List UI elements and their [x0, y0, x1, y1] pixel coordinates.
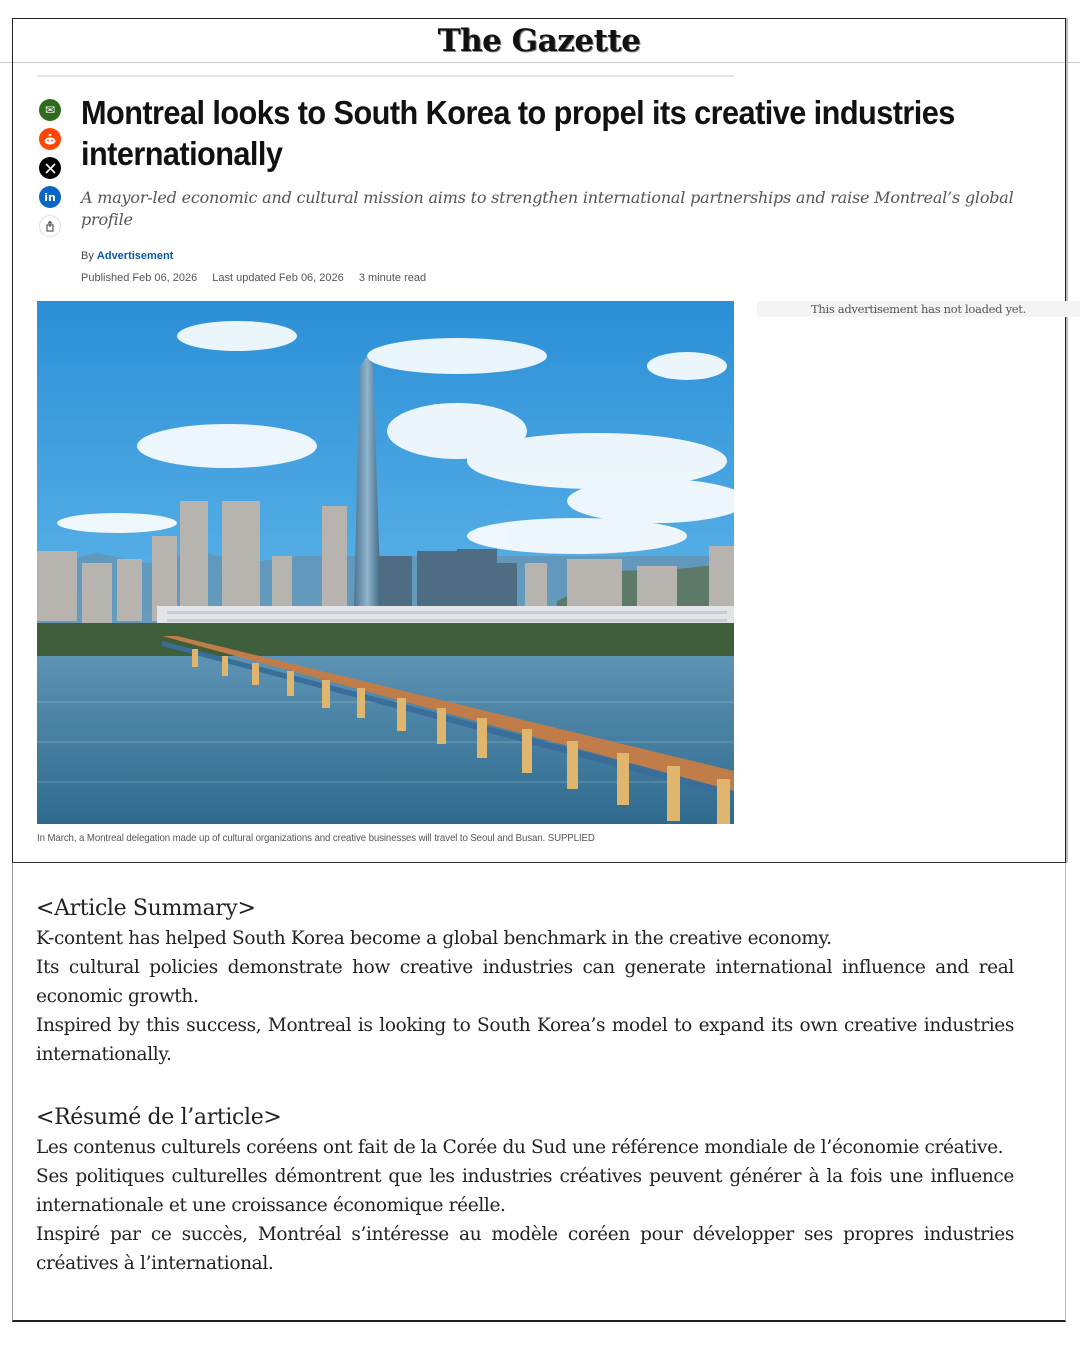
share-rail — [39, 99, 63, 244]
share-reddit-button[interactable] — [39, 128, 61, 150]
summary-english — [36, 894, 1014, 1069]
summary-heading-fr: <Résumé de l’article> — [36, 1105, 282, 1130]
read-time: 3 minute read — [358, 272, 427, 284]
hero-image — [37, 301, 734, 824]
article-subhead: A mayor-led economic and cultural mission aims to strengthen international partnerships and raise Montreal’s global profile — [81, 188, 1014, 229]
share-x-button[interactable] — [39, 157, 61, 179]
share-more-button[interactable] — [39, 215, 61, 237]
share-email-button[interactable] — [39, 99, 61, 121]
published-date: Published Feb 06, 2026 — [81, 272, 198, 284]
frame-edge — [1066, 18, 1068, 863]
summary-french — [36, 1103, 1014, 1278]
linkedin-icon: in — [44, 190, 56, 204]
ad-placeholder: This advertisement has not loaded yet. — [757, 301, 1080, 317]
byline — [81, 250, 173, 262]
share-linkedin-button[interactable] — [39, 186, 61, 208]
updated-date: Last updated Feb 06, 2026 — [212, 272, 344, 284]
summary-paragraph: Inspiré par ce succès, Montréal s’intéresse au modèle coréen pour développer ses propres industries créatives à l’international. — [36, 1224, 1014, 1274]
reddit-icon — [43, 133, 57, 145]
site-logo[interactable]: The Gazette — [437, 23, 641, 59]
summary-paragraph: Ses politiques culturelles démontrent que les industries créatives peuvent générer à la fois une influence internationale et une croissance économique réelle. — [36, 1166, 1014, 1216]
article-headline: Montreal looks to South Korea to propel its creative industries internationally — [81, 94, 955, 172]
author-link[interactable]: Advertisement — [96, 250, 174, 262]
article-meta — [81, 272, 438, 284]
summary-heading-en: <Article Summary> — [36, 896, 256, 921]
summary-paragraph: K-content has helped South Korea become a global benchmark in the creative economy. — [36, 928, 832, 949]
share-icon — [45, 221, 55, 232]
byline-prefix: By — [81, 250, 94, 262]
seoul-skyline-photo — [37, 301, 734, 824]
summary-paragraph: Les contenus culturels coréens ont fait de la Corée du Sud une référence mondiale de l’économie créative. — [36, 1137, 1004, 1158]
x-logo-icon — [45, 163, 56, 174]
header-rule — [37, 75, 734, 77]
image-caption: In March, a Montreal delegation made up of cultural organizations and creative businesses will travel to Seoul and Busan. SUPPLIED — [37, 832, 595, 844]
summary-paragraph: Inspired by this success, Montreal is looking to South Korea’s model to expand its own creative industries internationally. — [36, 1015, 1014, 1065]
summary-paragraph: Its cultural policies demonstrate how creative industries can generate international influence and real economic growth. — [36, 957, 1014, 1007]
envelope-icon: ✉ — [44, 103, 56, 117]
